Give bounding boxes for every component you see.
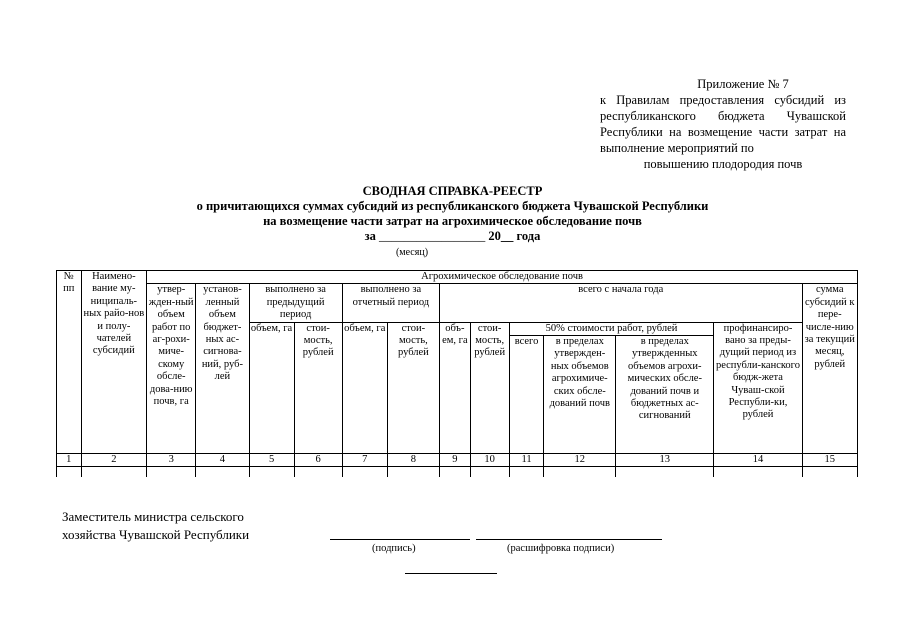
column-number: 10 [470, 454, 509, 467]
header-within-approved: в пределах утвержден-ных объемов агрохимиче-ских обсле-дований почв [544, 336, 616, 454]
header-prev-volume: объем, га [249, 322, 294, 453]
header-approved-volume: утвер-жден-ный объем работ по аг-рохи-миче-скому обсле-дова-нию почв, га [147, 284, 196, 454]
data-row-empty[interactable] [57, 467, 858, 478]
column-number: 15 [802, 454, 857, 467]
appendix-block [600, 76, 846, 172]
table-cell[interactable] [802, 467, 857, 478]
period-caption: (месяц) [395, 247, 429, 258]
header-total-cost: стои-мость, рублей [470, 322, 509, 453]
header-subsidy-sum: сумма субсидий к пере-числе-нию за текущий месяц, рублей [802, 284, 857, 454]
header-report-volume: объем, га [342, 322, 387, 453]
signature-decode-line[interactable] [476, 539, 662, 540]
period-line [100, 229, 805, 244]
column-number: 12 [544, 454, 616, 467]
header-total-volume: объ-ем, га [440, 322, 471, 453]
column-number: 8 [387, 454, 439, 467]
table-cell[interactable] [57, 467, 82, 478]
header-prev-period: выполнено за предыдущий период [249, 284, 342, 322]
header-district-name: Наимено-вание му-ниципаль-ных райо-нов и полу-чателей субсидий [81, 271, 147, 454]
table-cell[interactable] [147, 467, 196, 478]
column-number: 6 [294, 454, 342, 467]
header-fifty-percent: 50% стоимости работ, рублей [509, 322, 714, 335]
table-cell[interactable] [440, 467, 471, 478]
header-established-volume: установ-ленный объем бюджет-ных ас-сигнова-ний, руб-лей [196, 284, 249, 454]
appendix-number: Приложение № 7 [697, 77, 789, 91]
signature-caption: (подпись) [372, 543, 416, 554]
appendix-last-line: повышению плодородия почв [643, 157, 803, 171]
column-number: 7 [342, 454, 387, 467]
table-cell[interactable] [196, 467, 249, 478]
column-number: 3 [147, 454, 196, 467]
document-subtitle-1: о причитающихся суммах субсидий из республиканского бюджета Чувашской Республики [196, 199, 709, 213]
column-number: 1 [57, 454, 82, 467]
table-cell[interactable] [470, 467, 509, 478]
table-cell[interactable] [387, 467, 439, 478]
column-number: 2 [81, 454, 147, 467]
header-group-agrochem: Агрохимическое обследование почв [147, 271, 858, 284]
header-all: всего [509, 336, 544, 454]
table-cell[interactable] [81, 467, 147, 478]
signature-decode-caption: (расшифровка подписи) [507, 543, 615, 554]
table-cell[interactable] [714, 467, 802, 478]
table-cell[interactable] [249, 467, 294, 478]
header-total-year: всего с начала года [440, 284, 803, 322]
header-prev-cost: стои-мость, рублей [294, 322, 342, 453]
column-number: 4 [196, 454, 249, 467]
header-report-period: выполнено за отчетный период [342, 284, 439, 322]
appendix-body: к Правилам предоставления субсидий из республиканского бюджета Чувашской Республики на возмещение части затрат на выполнение мероприятий по [600, 93, 846, 155]
period-year: 20__ года [488, 229, 541, 243]
document-subtitle-2: на возмещение части затрат на агрохимическое обследование почв [263, 214, 642, 228]
date-line[interactable] [405, 573, 497, 574]
column-number: 14 [714, 454, 802, 467]
table-cell[interactable] [294, 467, 342, 478]
table-cell[interactable] [544, 467, 616, 478]
signatory-position: Заместитель министра сельского хозяйства Чувашской Республики [62, 509, 250, 542]
header-number: № пп [57, 271, 82, 454]
header-within-budget: в пределах утвержденных объемов агрохи-мических обсле-дований почв и бюджетных ас-сигнований [616, 336, 714, 454]
table-cell[interactable] [342, 467, 387, 478]
column-number: 11 [509, 454, 544, 467]
period-month-blank[interactable]: _________________ [379, 229, 486, 243]
period-prefix: за [364, 229, 376, 243]
document-title: СВОДНАЯ СПРАВКА-РЕЕСТР [362, 184, 543, 198]
header-financed-prev: профинансиро-вано за преды-дущий период из республи-канского бюдж-жета Чуваш-ской Республи-ки, рублей [714, 322, 802, 453]
column-number: 5 [249, 454, 294, 467]
registry-table [56, 270, 858, 477]
header-report-cost: стои-мость, рублей [387, 322, 439, 453]
column-number: 9 [440, 454, 471, 467]
table-cell[interactable] [616, 467, 714, 478]
column-number: 13 [616, 454, 714, 467]
column-numbers-row [57, 454, 858, 467]
table-cell[interactable] [509, 467, 544, 478]
signature-line[interactable] [330, 539, 470, 540]
